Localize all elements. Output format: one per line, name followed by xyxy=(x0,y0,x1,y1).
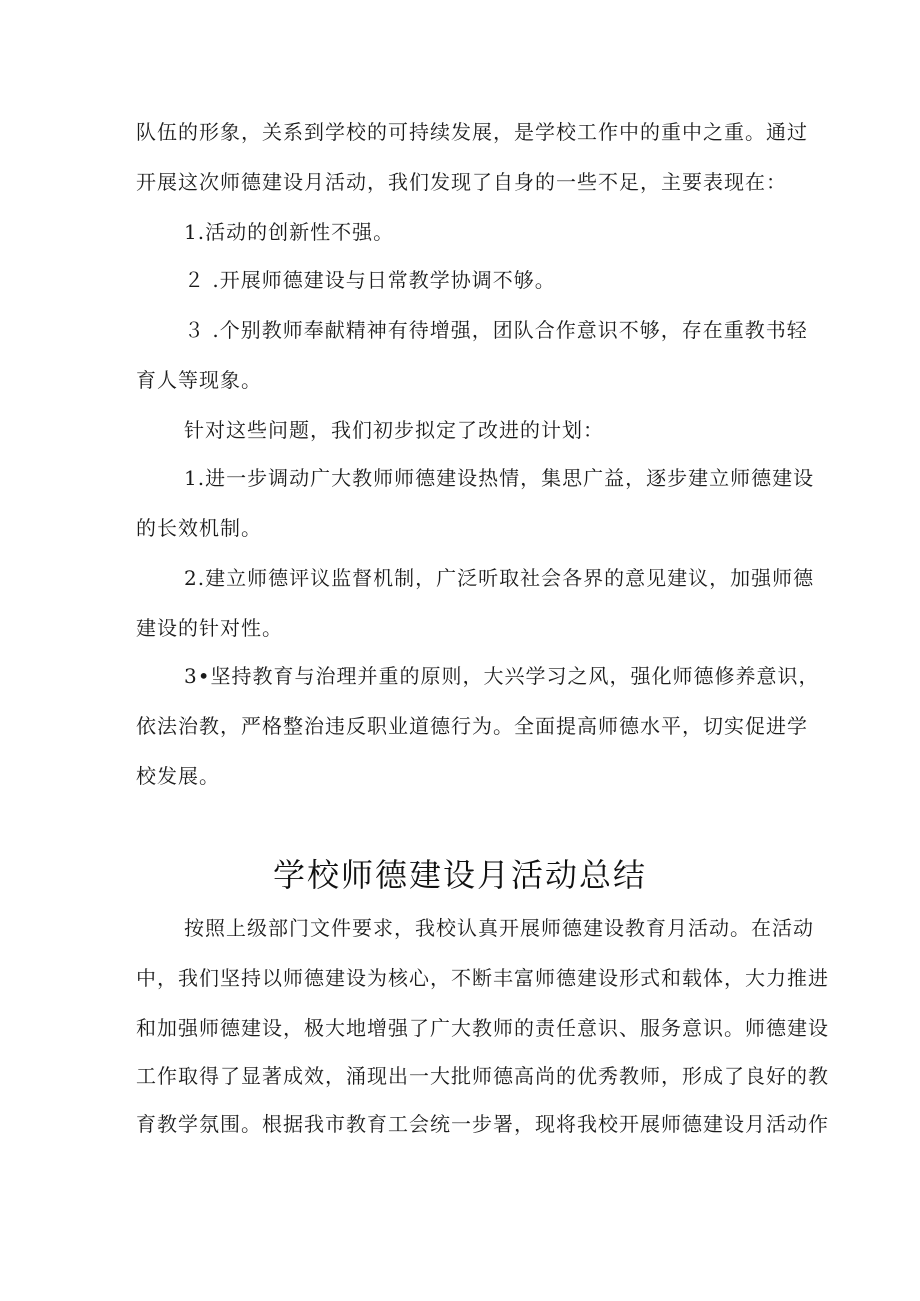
issue-item-1: 1.活动的创新性不强。 xyxy=(184,220,395,244)
paragraph-line: 按照上级部门文件要求，我校认真开展师德建设教育月活动。在活动 xyxy=(184,916,814,940)
plan-item-2: 2.建立师德评议监督机制，广泛听取社会各界的意见建议，加强师德 xyxy=(184,566,815,590)
plan-item-3: 3•坚持教育与治理并重的原则，大兴学习之风，强化师德修养意识， xyxy=(184,664,820,688)
paragraph-line: 工作取得了显著成效，涌现出一大批师德高尚的优秀教师，形成了良好的教 xyxy=(136,1064,829,1088)
paragraph-line: 队伍的形象，关系到学校的可持续发展，是学校工作中的重中之重。通过 xyxy=(136,120,808,144)
paragraph-line: 育教学氛围。根据我市教育工会统一步署，现将我校开展师德建设月活动作 xyxy=(136,1112,829,1136)
plan-item-3-continued: 校发展。 xyxy=(136,764,220,788)
paragraph-line: 和加强师德建设，极大地增强了广大教师的责任意识、服务意识。师德建设 xyxy=(136,1016,829,1040)
plan-intro: 针对这些问题，我们初步拟定了改进的计划： xyxy=(184,418,604,442)
section-title: 学校师德建设月活动总结 xyxy=(272,856,647,894)
issue-item-3: ３ .个别教师奉献精神有待增强，团队合作意识不够，存在重教书轻 xyxy=(184,318,808,342)
paragraph-line: 中，我们坚持以师德建设为核心，不断丰富师德建设形式和载体，大力推进 xyxy=(136,966,829,990)
issue-item-2: ２ .开展师德建设与日常教学协调不够。 xyxy=(184,268,556,292)
plan-item-2-continued: 建设的针对性。 xyxy=(136,616,283,640)
plan-item-3-continued: 依法治教，严格整治违反职业道德行为。全面提高师德水平，切实促进学 xyxy=(136,714,808,738)
issue-item-3-continued: 育人等现象。 xyxy=(136,368,262,392)
paragraph-line: 开展这次师德建设月活动，我们发现了自身的一些不足，主要表现在： xyxy=(136,170,787,194)
plan-item-1-continued: 的长效机制。 xyxy=(136,516,262,540)
plan-item-1: 1.进一步调动广大教师师德建设热情，集思广益，逐步建立师德建设 xyxy=(184,466,815,490)
